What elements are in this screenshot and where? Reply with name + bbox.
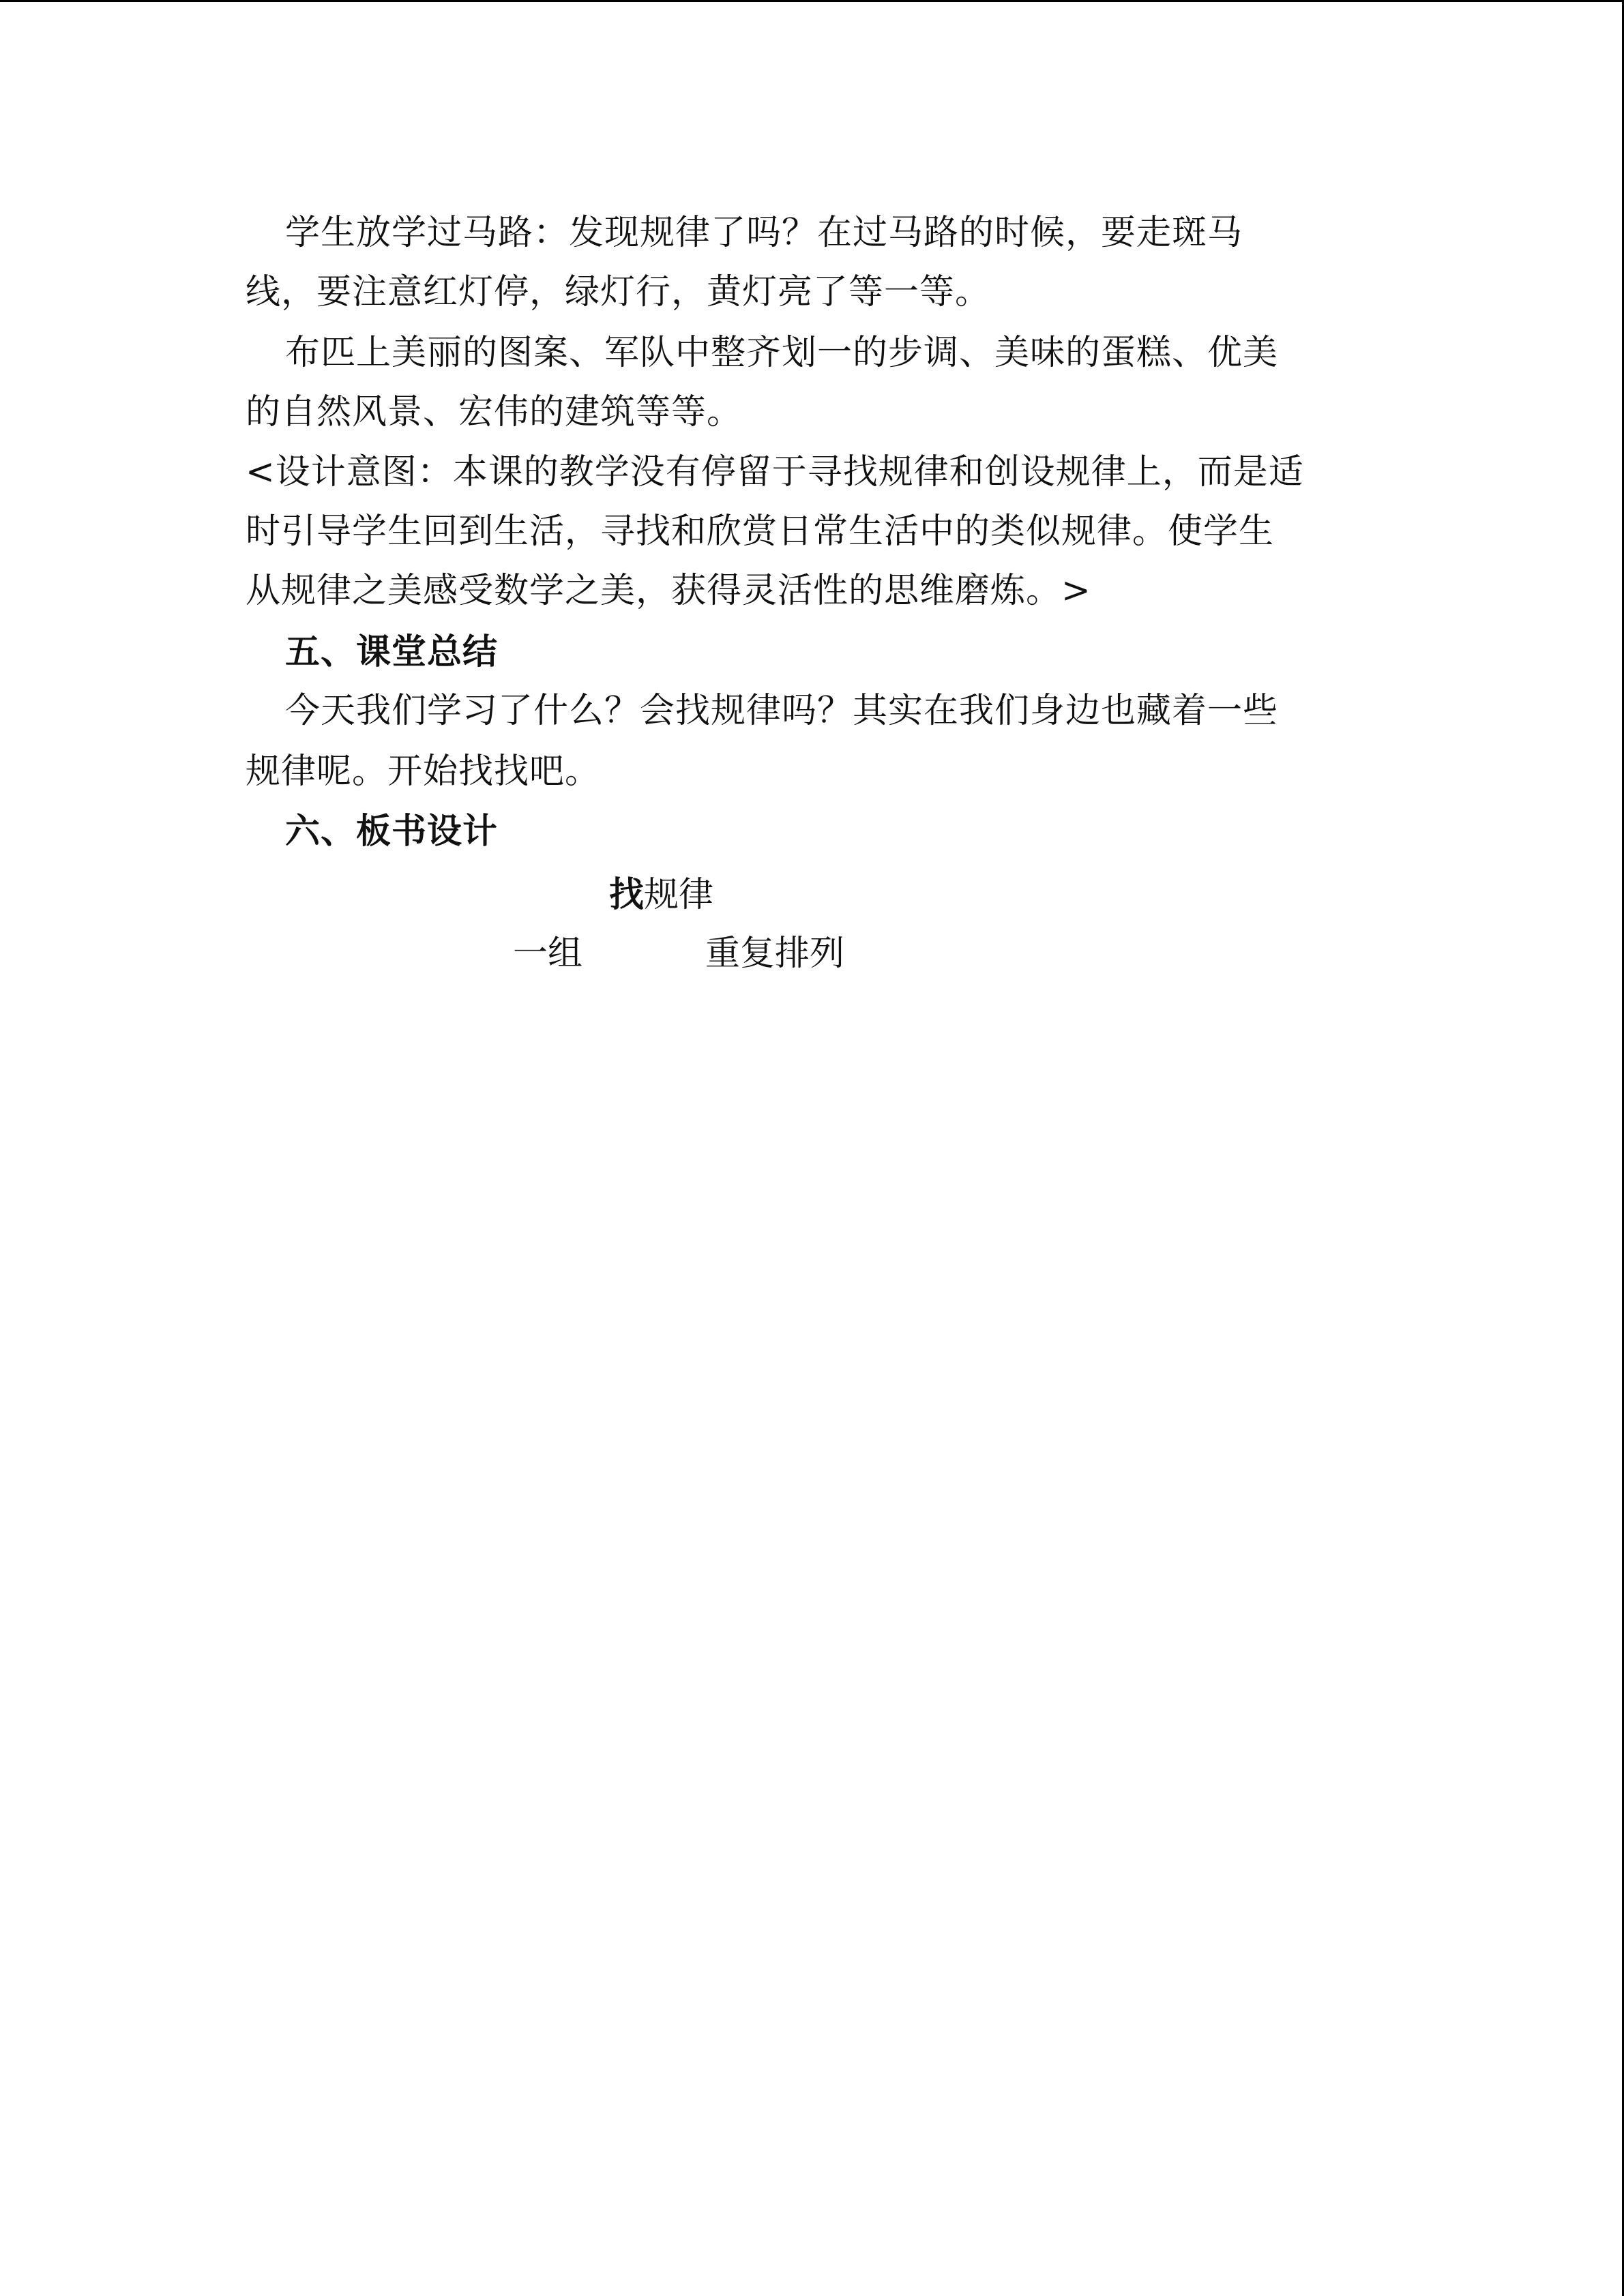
section-5-heading: 五、课堂总结 bbox=[285, 631, 499, 672]
paragraph-crossing-road-line-1: 学生放学过马路：发现规律了吗？在过马路的时候，要走斑马 bbox=[285, 213, 1243, 253]
board-design-title bbox=[609, 874, 713, 916]
paragraph-examples-line-2: 的自然风景、宏伟的建筑等等。 bbox=[246, 392, 743, 432]
paragraph-examples-line-1: 布匹上美丽的图案、军队中整齐划一的步调、美味的蛋糕、优美 bbox=[285, 333, 1279, 373]
section-6-heading: 六、板书设计 bbox=[285, 811, 499, 852]
board-title-rest: 规律 bbox=[644, 875, 714, 915]
design-intent-line-2: 时引导学生回到生活，寻找和欣赏日常生活中的类似规律。使学生 bbox=[246, 511, 1275, 552]
board-item-repeat-arrangement: 重复排列 bbox=[705, 934, 845, 974]
board-item-group: 一组 bbox=[513, 934, 583, 974]
design-intent-line-1: <设计意图：本课的教学没有停留于寻找规律和创设规律上，而是适 bbox=[246, 452, 1304, 492]
board-title-first-char: 找 bbox=[609, 874, 645, 915]
design-intent-line-3: 从规律之美感受数学之美，获得灵活性的思维磨炼。> bbox=[246, 571, 1091, 611]
paragraph-crossing-road-line-2: 线，要注意红灯停，绿灯行，黄灯亮了等一等。 bbox=[246, 272, 991, 312]
section-5-text-line-1: 今天我们学习了什么？会找规律吗？其实在我们身边也藏着一些 bbox=[285, 691, 1279, 731]
section-5-text-line-2: 规律呢。开始找找吧。 bbox=[246, 751, 601, 792]
